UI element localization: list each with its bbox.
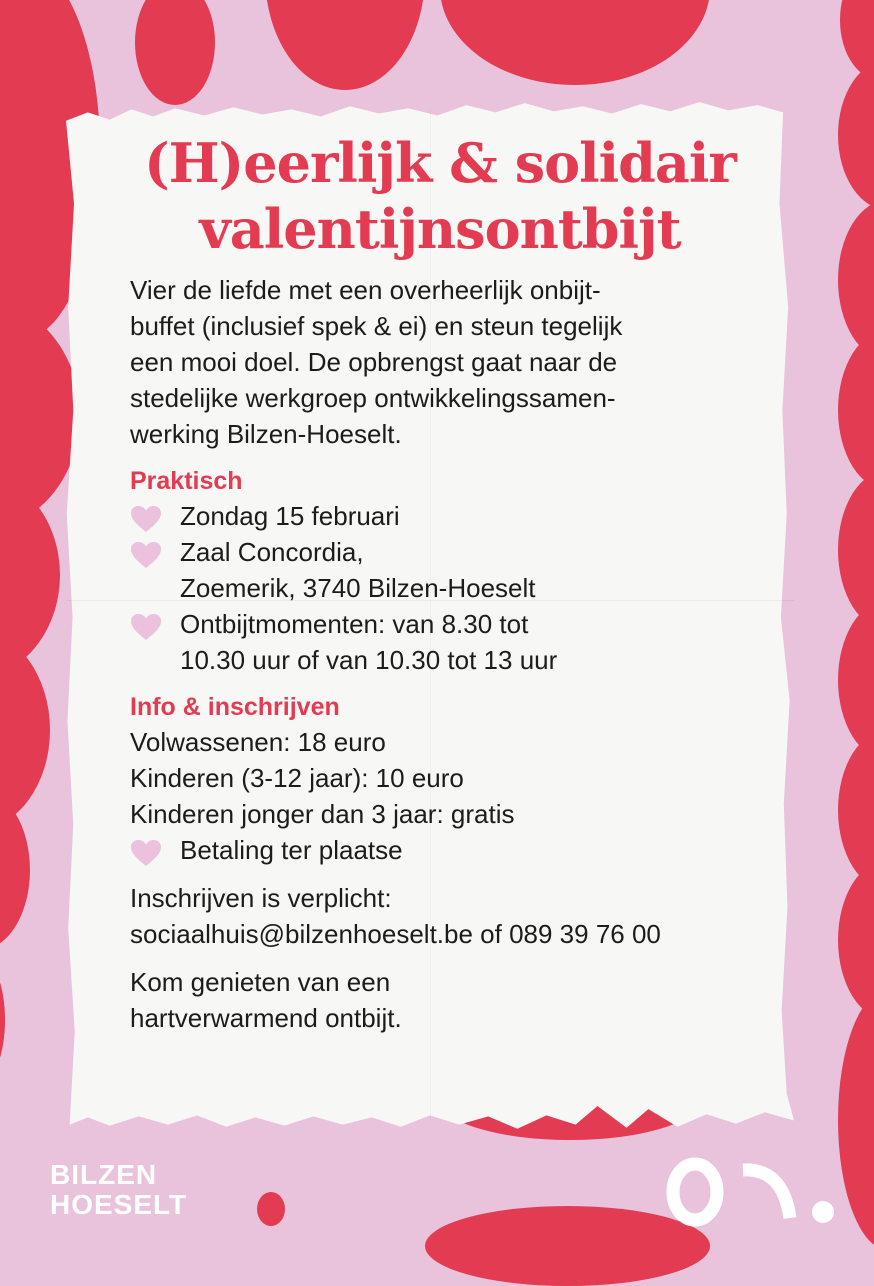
- brand-symbol-icon: [665, 1150, 840, 1230]
- practical-heading: Praktisch: [130, 467, 243, 495]
- decor-blob: [838, 330, 874, 490]
- decor-blob: [0, 790, 30, 950]
- title-line-2: valentijnsontbijt: [199, 197, 681, 261]
- registration-contact: sociaalhuis@bilzenhoeselt.be of 089 39 76 00: [130, 919, 661, 949]
- bullet-text: Zaal Concordia,: [180, 537, 364, 567]
- intro-line: Vier de liefde met een overheerlijk onbijt-: [130, 275, 601, 305]
- intro-line: buffet (inclusief spek & ei) en steun tegelijk: [130, 311, 623, 341]
- intro-line: stedelijke werkgroep ontwikkelingssamen-: [130, 383, 616, 413]
- poster-title: [110, 130, 770, 262]
- price-children: Kinderen (3-12 jaar): 10 euro: [130, 763, 464, 793]
- practical-item-date: [130, 498, 780, 534]
- logo-line-1: BILZEN: [50, 1159, 158, 1190]
- logo-line-2: HOESELT: [50, 1189, 188, 1220]
- price-adults: Volwassenen: 18 euro: [130, 727, 386, 757]
- bilzen-hoeselt-logo: [50, 1160, 187, 1220]
- decor-blob: [265, 0, 425, 90]
- decor-blob: [838, 860, 874, 1020]
- decor-blob: [440, 0, 710, 85]
- practical-item-times: [130, 606, 780, 678]
- bullet-text: Zondag 15 februari: [180, 501, 400, 531]
- closing-text: Kom genieten van een: [130, 967, 391, 997]
- registration-text: Inschrijven is verplicht:: [130, 883, 392, 913]
- heart-icon: [130, 541, 162, 569]
- bullet-text: Betaling ter plaatse: [180, 835, 403, 865]
- closing-text: hartverwarmend ontbijt.: [130, 1003, 402, 1033]
- price-toddlers: Kinderen jonger dan 3 jaar: gratis: [130, 799, 515, 829]
- intro-line: een mooi doel. De opbrengst gaat naar de: [130, 347, 618, 377]
- practical-item-location: [130, 534, 780, 606]
- bullet-text: Ontbijtmomenten: van 8.30 tot: [180, 609, 529, 639]
- bullet-text: 10.30 uur of van 10.30 tot 13 uur: [180, 645, 558, 675]
- info-heading: Info & inschrijven: [130, 693, 340, 721]
- intro-paragraph: [130, 272, 780, 452]
- decor-blob: [135, 0, 215, 105]
- decor-blob: [257, 1192, 285, 1226]
- decor-blob: [0, 630, 50, 830]
- payment-item: [130, 832, 780, 868]
- decor-blob: [838, 60, 874, 210]
- decor-blob: [838, 990, 874, 1250]
- bullet-text: Zoemerik, 3740 Bilzen-Hoeselt: [180, 573, 536, 603]
- intro-line: werking Bilzen-Hoeselt.: [130, 419, 402, 449]
- title-line-1: (H)eerlijk & solidair: [144, 131, 736, 195]
- heart-icon: [130, 839, 162, 867]
- heart-icon: [130, 505, 162, 533]
- heart-icon: [130, 613, 162, 641]
- decor-blob: [0, 960, 5, 1080]
- poster-content: [130, 130, 780, 1036]
